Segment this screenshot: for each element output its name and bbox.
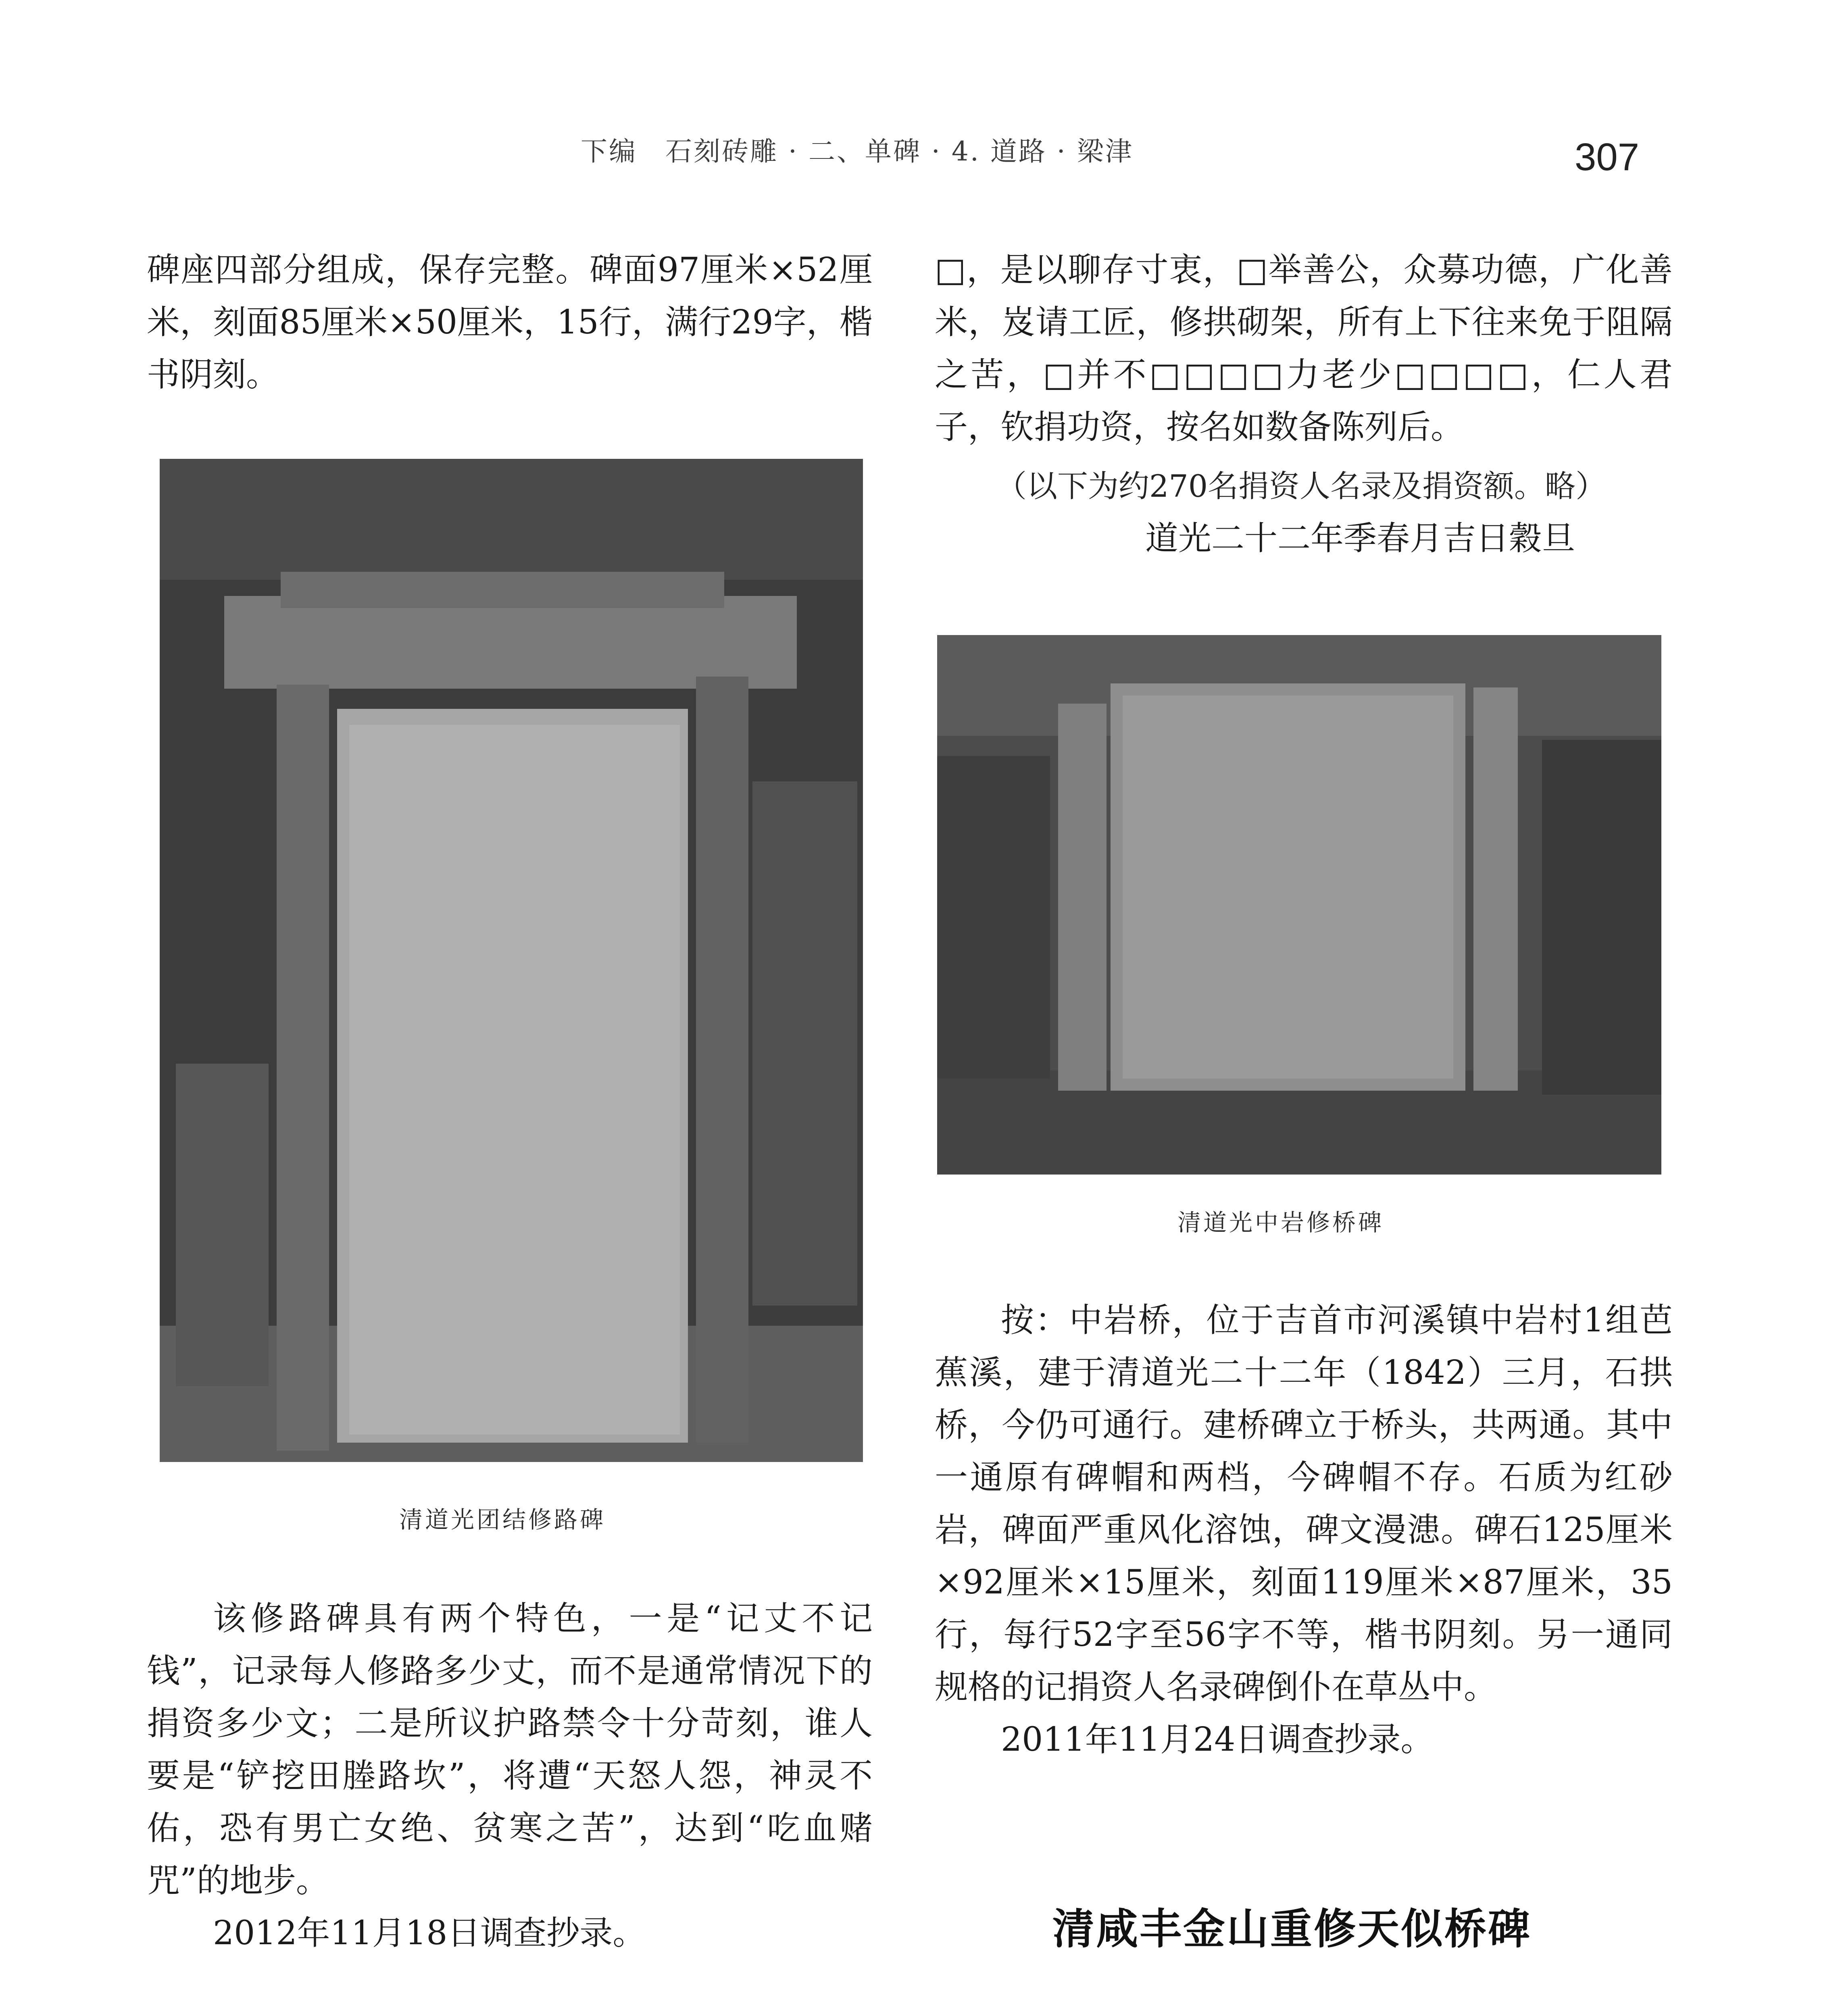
continued-paragraph: □，是以聊存寸衷，□举善公，众募功德，广化善米，岌请工匠，修拱砌架，所有上下往来免于阻隔之苦，□并不□□□□力老少□□□□，仁人君子，钦捐功资，按名如数备陈列后。 <box>935 251 1673 446</box>
intro-paragraph: 碑座四部分组成，保存完整。碑面97厘米×52厘米，刻面85厘米×50厘米，15行，满行29字，楷书阴刻。 <box>147 251 873 394</box>
left-intro <box>147 244 873 401</box>
survey-date-left: 2012年11月18日调查抄录。 <box>213 1914 646 1952</box>
feature-paragraph: 该修路碑具有两个特色，一是“记丈不记钱”，记录每人修路多少丈，而不是通常情况下的捐资多少文；二是所议护路禁令十分苛刻，谁人要是“铲挖田塍路坎”，将遭“天怒人怨，神灵不佑，恐有男亡女绝、贫寒之苦”，达到“吃血赌咒”的地步。 <box>147 1599 873 1900</box>
page-number: 307 <box>1575 135 1640 179</box>
running-header: 下编 石刻砖雕 · 二、单碑 · 4. 道路 · 梁津 <box>581 136 1134 167</box>
photo1-caption: 清道光团结修路碑 <box>399 1506 606 1533</box>
photo2-caption: 清道光中岩修桥碑 <box>1177 1209 1384 1236</box>
survey-date-right: 2011年11月24日调查抄录。 <box>1001 1720 1434 1759</box>
omitted-note: （以下为约270名捐资人名录及捐资额。略） <box>996 468 1607 504</box>
photo-zhongyan-bridge-stele <box>937 635 1661 1175</box>
analysis-paragraph: 按：中岩桥，位于吉首市河溪镇中岩村1组芭蕉溪，建于清道光二十二年（1842）三月，石拱桥，今仍可通行。建桥碑立于桥头，共两通。其中一通原有碑帽和两档，今碑帽不存。石质为红砂岩，碑面严重风化溶蚀，碑文漫漶。碑石125厘米×92厘米×15厘米，刻面119厘米×87厘米，35行，每行52字至56字不等，楷书阴刻。另一通同规格的记捐资人名录碑倒仆在草丛中。 <box>935 1301 1673 1706</box>
stele-photo-image <box>160 459 863 1462</box>
left-feature <box>147 1593 873 1960</box>
right-cont <box>935 244 1673 454</box>
photo-tuanjie-road-stele <box>160 459 863 1462</box>
right-analysis <box>935 1294 1673 1766</box>
bridge-stele-photo-image <box>937 635 1661 1175</box>
section-title-tiansi: 清咸丰金山重修天似桥碑 <box>1052 1904 1532 1954</box>
date-line: 道光二十二年季春月吉日穀旦 <box>1145 519 1575 558</box>
